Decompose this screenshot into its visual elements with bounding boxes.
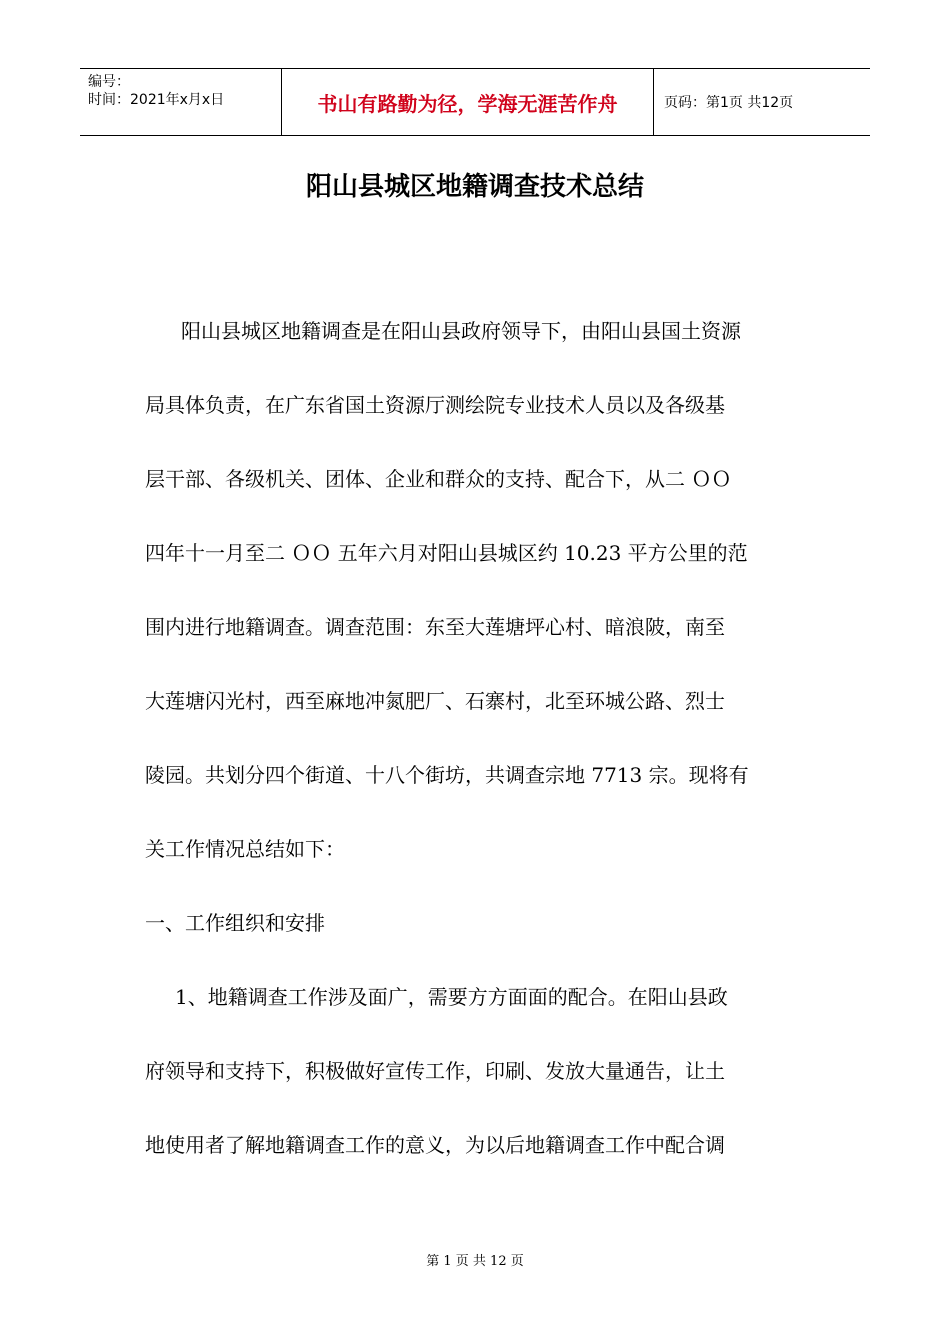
page-footer: 第 1 页 共 12 页 — [426, 1254, 524, 1269]
body-line: 陵园。共划分四个街道、十八个街坊，共调查宗地 7713 宗。现将有 — [145, 763, 749, 787]
header-motto — [281, 69, 654, 135]
body-line: 关工作情况总结如下： — [145, 837, 345, 861]
document-time-label: 时间：2021年x月x日 — [88, 92, 225, 108]
header-page-info — [654, 69, 870, 135]
header-meta — [80, 69, 281, 135]
section-heading: 一、工作组织和安排 — [145, 911, 325, 935]
body-line: 层干部、各级机关、团体、企业和群众的支持、配合下，从二 ＯＯ — [145, 467, 732, 491]
page-info-text: 页码：第1页 共12页 — [664, 95, 794, 111]
body-line: 局具体负责，在广东省国土资源厅测绘院专业技术人员以及各级基 — [145, 393, 725, 417]
document-body — [145, 294, 810, 1182]
body-line: 围内进行地籍调查。调查范围：东至大莲塘坪心村、暗浪陂，南至 — [145, 615, 725, 639]
body-line: 1、地籍调查工作涉及面广，需要方方面面的配合。在阳山县政 — [175, 985, 728, 1009]
document-number-label: 编号： — [88, 74, 130, 90]
document-title: 阳山县城区地籍调查技术总结 — [305, 172, 644, 202]
body-line: 地使用者了解地籍调查工作的意义，为以后地籍调查工作中配合调 — [145, 1133, 725, 1157]
motto-text: 书山有路勤为径，学海无涯苦作舟 — [317, 91, 618, 116]
body-line: 大莲塘闪光村，西至麻地冲氮肥厂、石寨村，北至环城公路、烈士 — [145, 689, 725, 713]
body-line: 府领导和支持下，积极做好宣传工作，印刷、发放大量通告，让土 — [145, 1059, 725, 1083]
body-line: 四年十一月至二 ＯＯ 五年六月对阳山县城区约 10.23 平方公里的范 — [145, 541, 748, 565]
body-line: 阳山县城区地籍调查是在阳山县政府领导下，由阳山县国土资源 — [181, 319, 741, 343]
header-table — [80, 68, 870, 136]
